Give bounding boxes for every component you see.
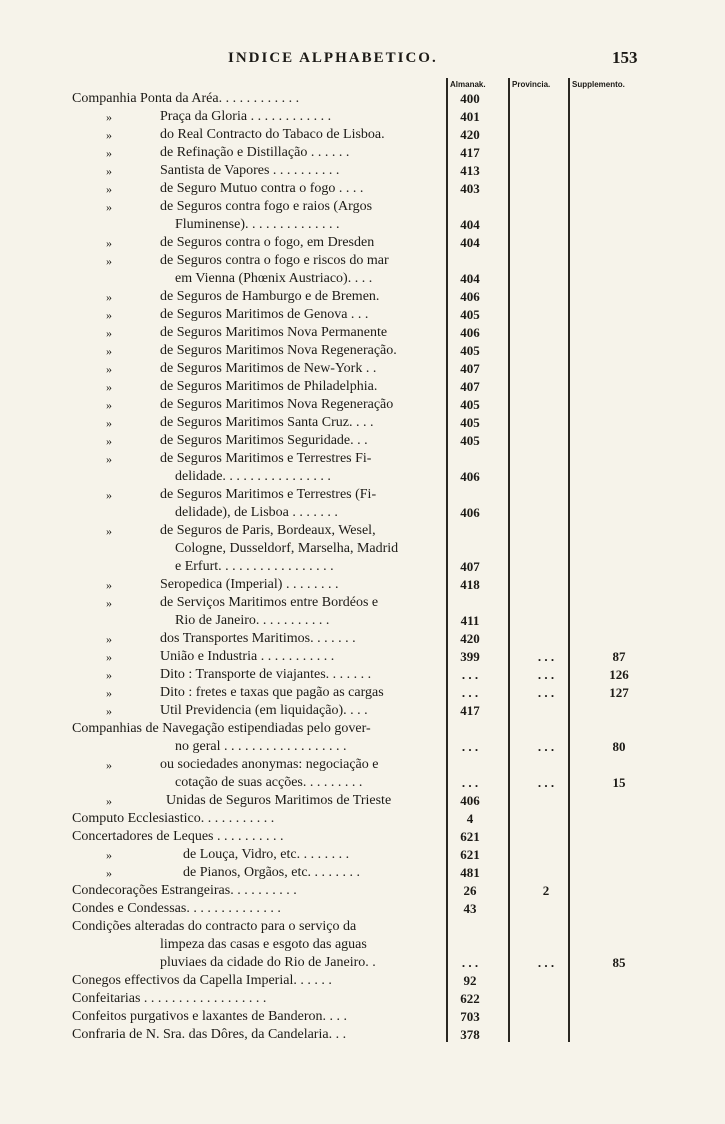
index-entry	[0, 918, 725, 936]
entry-text: de Seguros Maritimos Nova Regeneração.	[160, 343, 397, 358]
index-entry	[0, 630, 725, 648]
ditto-mark: »	[106, 488, 112, 502]
index-entry	[0, 450, 725, 468]
ditto-mark: »	[106, 398, 112, 412]
entry-text: Dito : Transporte de viajantes. . . . . . .	[160, 667, 372, 682]
index-entry	[0, 864, 725, 882]
almanak-value: 418	[460, 577, 480, 592]
almanak-value: 411	[460, 613, 480, 628]
almanak-value: 404	[460, 217, 480, 232]
ditto-mark: »	[106, 596, 112, 610]
index-entry	[0, 360, 725, 378]
index-entry	[0, 378, 725, 396]
entry-text: Unidas de Seguros Maritimos de Trieste	[166, 793, 392, 808]
entry-text: de Pianos, Orgãos, etc. . . . . . . .	[183, 865, 361, 880]
entry-text: de Refinação e Distillação . . . . . .	[160, 145, 350, 160]
index-entry	[0, 108, 725, 126]
entry-text: de Seguros Maritimos Nova Permanente	[160, 325, 388, 340]
entry-text: de Seguros Maritimos e Terrestres (Fi-	[160, 487, 377, 502]
index-entry	[0, 720, 725, 738]
index-entry	[0, 702, 725, 720]
index-entry	[0, 558, 725, 576]
almanak-value: 405	[460, 433, 480, 448]
index-entry	[0, 180, 725, 198]
entry-text: dos Transportes Maritimos. . . . . . .	[160, 631, 356, 646]
almanak-value: 4	[466, 811, 474, 826]
entry-text: de Seguros Maritimos de Philadelphia.	[160, 379, 378, 394]
entry-text: Companhias de Navegação estipendiadas pelo gover-	[72, 721, 371, 736]
supplemento-value: 87	[612, 649, 626, 664]
ditto-mark: »	[106, 146, 112, 160]
almanak-value: 481	[460, 865, 480, 880]
entry-text: do Real Contracto do Tabaco de Lisboa.	[160, 127, 385, 142]
index-entry	[0, 954, 725, 972]
almanak-value: 420	[460, 127, 480, 142]
almanak-value: 43	[463, 901, 477, 916]
ditto-mark: »	[106, 794, 112, 808]
entry-text: no geral . . . . . . . . . . . . . . . . . .	[175, 739, 347, 754]
entry-text: de Seguros de Paris, Bordeaux, Wesel,	[160, 523, 376, 538]
ditto-mark: »	[106, 866, 112, 880]
entry-text: de Seguros de Hamburgo e de Bremen.	[160, 289, 380, 304]
ditto-mark: »	[106, 650, 112, 664]
supplemento-value: 15	[612, 775, 626, 790]
entry-text: de Seguros Maritimos Santa Cruz. . . .	[160, 415, 374, 430]
almanak-value: 404	[460, 271, 480, 286]
index-entry	[0, 396, 725, 414]
almanak-value: 407	[460, 379, 480, 394]
index-entry	[0, 1026, 725, 1044]
provincia-value: . . .	[537, 955, 555, 970]
entry-text: Companhia Ponta da Aréa. . . . . . . . . . . .	[72, 91, 300, 106]
index-entry	[0, 198, 725, 216]
entry-text: Seropedica (Imperial) . . . . . . . .	[160, 577, 339, 592]
almanak-value: . . .	[461, 667, 479, 682]
index-entry	[0, 594, 725, 612]
ditto-mark: »	[106, 110, 112, 124]
entry-text: de Seguros contra o fogo, em Dresden	[160, 235, 375, 250]
ditto-mark: »	[106, 200, 112, 214]
almanak-value: 703	[460, 1009, 480, 1024]
ditto-mark: »	[106, 686, 112, 700]
entry-text: Condecorações Estrangeiras. . . . . . . . . .	[72, 883, 297, 898]
index-entry	[0, 972, 725, 990]
almanak-value: 420	[460, 631, 480, 646]
entry-text: de Seguros Maritimos de Genova . . .	[160, 307, 369, 322]
entry-text: Cologne, Dusseldorf, Marselha, Madrid	[175, 541, 399, 556]
page-title: INDICE ALPHABETICO.	[228, 50, 438, 66]
index-entry	[0, 414, 725, 432]
index-entry	[0, 738, 725, 756]
index-entry	[0, 810, 725, 828]
index-entry	[0, 666, 725, 684]
ditto-mark: »	[106, 632, 112, 646]
almanak-value: 378	[460, 1027, 480, 1042]
ditto-mark: »	[106, 848, 112, 862]
entry-text: ou sociedades anonymas: negociação e	[160, 757, 379, 772]
index-entry	[0, 342, 725, 360]
entry-text: de Seguros Maritimos Nova Regeneração	[160, 397, 394, 412]
ditto-mark: »	[106, 524, 112, 538]
almanak-value: 405	[460, 397, 480, 412]
ditto-mark: »	[106, 326, 112, 340]
almanak-value: 92	[463, 973, 477, 988]
entry-text: Condes e Condessas. . . . . . . . . . . . . .	[72, 901, 281, 916]
entry-text: Computo Ecclesiastico. . . . . . . . . . .	[72, 811, 275, 826]
index-entry	[0, 468, 725, 486]
ditto-mark: »	[106, 254, 112, 268]
provincia-value: . . .	[537, 775, 555, 790]
ditto-mark: »	[106, 380, 112, 394]
almanak-value: 401	[460, 109, 480, 124]
almanak-value: 621	[460, 847, 480, 862]
index-entry	[0, 144, 725, 162]
index-entry	[0, 936, 725, 954]
almanak-value: . . .	[461, 739, 479, 754]
index-entry	[0, 1008, 725, 1026]
entry-text: Conegos effectivos da Capella Imperial. . . . . .	[72, 973, 332, 988]
provincia-value: . . .	[537, 667, 555, 682]
provincia-value: . . .	[537, 685, 555, 700]
entry-text: Confraria de N. Sra. das Dôres, da Candelaria. . .	[72, 1027, 347, 1042]
index-entry	[0, 792, 725, 810]
entry-text: pluviaes da cidade do Rio de Janeiro. .	[160, 955, 376, 970]
almanak-value: 417	[460, 703, 480, 718]
almanak-value: 406	[460, 325, 480, 340]
entry-text: de Seguros contra fogo e raios (Argos	[160, 199, 373, 214]
provincia-value: . . .	[537, 649, 555, 664]
ditto-mark: »	[106, 434, 112, 448]
entry-text: Util Previdencia (em liquidação). . . .	[160, 703, 368, 718]
entry-text: Praça da Gloria . . . . . . . . . . . .	[160, 109, 332, 124]
almanak-value: . . .	[461, 775, 479, 790]
almanak-value: 407	[460, 361, 480, 376]
provincia-value: . . .	[537, 739, 555, 754]
almanak-value: 406	[460, 289, 480, 304]
index-entry	[0, 270, 725, 288]
ditto-mark: »	[106, 308, 112, 322]
almanak-value: 405	[460, 307, 480, 322]
index-entry	[0, 576, 725, 594]
entry-text: União e Industria . . . . . . . . . . .	[160, 649, 335, 664]
supplemento-value: 85	[612, 955, 626, 970]
almanak-value: 399	[460, 649, 480, 664]
almanak-value: 406	[460, 793, 480, 808]
entry-text: delidade. . . . . . . . . . . . . . . .	[175, 469, 331, 484]
index-entry	[0, 684, 725, 702]
index-entry	[0, 324, 725, 342]
entry-text: Santista de Vapores . . . . . . . . . .	[160, 163, 340, 178]
almanak-value: 417	[460, 145, 480, 160]
ditto-mark: »	[106, 668, 112, 682]
ditto-mark: »	[106, 416, 112, 430]
entry-text: de Louça, Vidro, etc. . . . . . . .	[183, 847, 350, 862]
column-header-almanak: Almanak.	[450, 80, 486, 89]
almanak-value: 406	[460, 469, 480, 484]
page-number: 153	[612, 48, 638, 67]
almanak-value: 400	[460, 91, 480, 106]
almanak-value: 405	[460, 343, 480, 358]
ditto-mark: »	[106, 362, 112, 376]
almanak-value: 406	[460, 505, 480, 520]
ditto-mark: »	[106, 578, 112, 592]
entry-text: delidade), de Lisboa . . . . . . .	[175, 505, 338, 520]
almanak-value: 407	[460, 559, 480, 574]
ditto-mark: »	[106, 344, 112, 358]
index-entry	[0, 306, 725, 324]
index-entry	[0, 504, 725, 522]
entry-text: de Seguros contra o fogo e riscos do mar	[160, 253, 389, 268]
ditto-mark: »	[106, 290, 112, 304]
almanak-value: 621	[460, 829, 480, 844]
index-entry	[0, 432, 725, 450]
provincia-value: 2	[542, 883, 550, 898]
column-header-provincia: Provincia.	[512, 80, 551, 89]
supplemento-value: 127	[609, 685, 629, 700]
index-entry	[0, 126, 725, 144]
entry-text: cotação de suas acções. . . . . . . . .	[175, 775, 363, 790]
entry-text: Confeitarias . . . . . . . . . . . . . . . . . .	[72, 991, 267, 1006]
index-entry	[0, 846, 725, 864]
index-entry	[0, 486, 725, 504]
entry-text: limpeza das casas e esgoto das aguas	[160, 937, 367, 952]
column-header-supplemento: Supplemento.	[572, 80, 625, 89]
index-entry	[0, 162, 725, 180]
index-entry	[0, 288, 725, 306]
almanak-value: 26	[463, 883, 477, 898]
almanak-value: 405	[460, 415, 480, 430]
ditto-mark: »	[106, 128, 112, 142]
almanak-value: 404	[460, 235, 480, 250]
index-entry	[0, 648, 725, 666]
index-entries	[0, 90, 725, 1044]
index-entry	[0, 612, 725, 630]
index-entry	[0, 252, 725, 270]
entry-text: de Seguros Maritimos Seguridade. . .	[160, 433, 368, 448]
entry-text: e Erfurt. . . . . . . . . . . . . . . . .	[175, 559, 334, 574]
index-entry	[0, 774, 725, 792]
index-entry	[0, 90, 725, 108]
entry-text: Concertadores de Leques . . . . . . . . . .	[72, 829, 284, 844]
ditto-mark: »	[106, 164, 112, 178]
almanak-value: 413	[460, 163, 480, 178]
index-entry	[0, 216, 725, 234]
ditto-mark: »	[106, 182, 112, 196]
index-entry	[0, 756, 725, 774]
entry-text: de Seguro Mutuo contra o fogo . . . .	[160, 181, 364, 196]
almanak-value: . . .	[461, 685, 479, 700]
entry-text: de Serviços Maritimos entre Bordéos e	[160, 595, 379, 610]
index-entry	[0, 234, 725, 252]
index-entry	[0, 522, 725, 540]
entry-text: de Seguros Maritimos e Terrestres Fi-	[160, 451, 372, 466]
entry-text: Dito : fretes e taxas que pagão as cargas	[160, 685, 384, 700]
index-entry	[0, 828, 725, 846]
supplemento-value: 80	[612, 739, 626, 754]
entry-text: de Seguros Maritimos de New-York . .	[160, 361, 377, 376]
supplemento-value: 126	[609, 667, 629, 682]
entry-text: Confeitos purgativos e laxantes de Banderon. . . .	[72, 1009, 348, 1024]
entry-text: Rio de Janeiro. . . . . . . . . . .	[175, 613, 330, 628]
ditto-mark: »	[106, 452, 112, 466]
entry-text: Condições alteradas do contracto para o serviço da	[72, 919, 357, 934]
index-entry	[0, 990, 725, 1008]
almanak-value: 622	[460, 991, 480, 1006]
index-entry	[0, 882, 725, 900]
entry-text: Fluminense). . . . . . . . . . . . . .	[175, 217, 340, 232]
almanak-value: 403	[460, 181, 480, 196]
ditto-mark: »	[106, 758, 112, 772]
index-entry	[0, 900, 725, 918]
entry-text: em Vienna (Phœnix Austriaco). . . .	[175, 271, 373, 286]
ditto-mark: »	[106, 704, 112, 718]
ditto-mark: »	[106, 236, 112, 250]
index-entry	[0, 540, 725, 558]
almanak-value: . . .	[461, 955, 479, 970]
